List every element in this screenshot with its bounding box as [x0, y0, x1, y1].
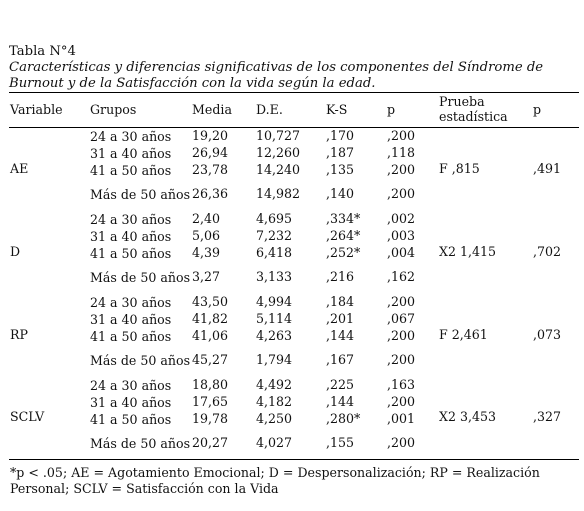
sd-cell: 4,492	[256, 376, 293, 392]
ks-cell: ,170	[326, 127, 355, 143]
mean-cell: 26,36	[192, 186, 229, 202]
sd-cell: 4,263	[256, 327, 293, 343]
sd-cell: 14,240	[256, 161, 301, 177]
group-cell: 31 a 40 años	[90, 394, 172, 410]
ks-cell: ,225	[326, 376, 355, 392]
p-cell: ,200	[387, 434, 416, 450]
results-table	[9, 92, 579, 497]
header-variable: Variable	[10, 101, 63, 117]
sd-cell: 4,027	[256, 434, 293, 450]
mean-cell: 17,65	[192, 393, 229, 409]
p-cell: ,200	[387, 327, 416, 343]
sd-cell: 4,994	[256, 293, 293, 309]
mean-cell: 5,06	[192, 227, 221, 243]
group-cell: Más de 50 años	[90, 187, 191, 202]
table-container	[9, 44, 579, 497]
p-cell: ,118	[387, 144, 416, 160]
mean-cell: 3,27	[192, 269, 221, 285]
mean-cell: 45,27	[192, 352, 229, 368]
ks-cell: ,216	[326, 269, 355, 285]
sd-cell: 12,260	[256, 144, 301, 160]
p-cell: ,001	[387, 410, 416, 426]
mean-cell: 20,27	[192, 434, 229, 450]
p-cell: ,162	[387, 269, 416, 285]
sd-cell: 5,114	[256, 310, 293, 326]
group-cell: 41 a 50 años	[90, 162, 172, 178]
table-title: Características y diferencias significativas de los componentes del Síndrome de Burnout y de la Satisfacción con la vida según la edad.	[9, 60, 544, 91]
header-mean: Media	[192, 101, 232, 117]
group-cell: 24 a 30 años	[90, 211, 172, 227]
p-cell: ,003	[387, 227, 416, 243]
group-cell: 31 a 40 años	[90, 145, 172, 161]
table-body	[9, 128, 579, 460]
test-cell: F 2,461	[439, 326, 488, 342]
group-cell: 24 a 30 años	[90, 294, 172, 310]
sd-cell: 4,250	[256, 410, 293, 426]
p-cell: ,200	[387, 127, 416, 143]
group-cell: Más de 50 años	[90, 270, 191, 285]
mean-cell: 19,78	[192, 410, 229, 426]
test-p-cell: ,702	[533, 243, 562, 259]
table-row	[9, 211, 579, 228]
sd-cell: 6,418	[256, 244, 293, 260]
group-cell: Más de 50 años	[90, 435, 191, 451]
mean-cell: 2,40	[192, 210, 221, 226]
table-caption	[9, 44, 579, 92]
sd-cell: 4,182	[256, 393, 293, 409]
sd-cell: 7,232	[256, 227, 293, 243]
footnote: *p < .05; AE = Agotamiento Emocional; D = Despersonalización; RP = Realización Personal; SCLV = Satisfacción con la Vida	[9, 460, 579, 498]
sd-cell: 10,727	[256, 127, 301, 143]
test-p-cell: ,327	[533, 409, 562, 425]
test-cell: X2 1,415	[439, 243, 497, 259]
footnote-row	[9, 460, 579, 498]
table-row	[9, 128, 579, 145]
table-header	[9, 93, 579, 128]
ks-cell: ,144	[326, 327, 355, 343]
group-cell: 41 a 50 años	[90, 328, 172, 344]
test-cell: F ,815	[439, 160, 480, 176]
ks-cell: ,184	[326, 293, 355, 309]
table-label: Tabla N°4	[9, 44, 76, 59]
test-cell: X2 3,453	[439, 409, 497, 425]
ks-cell: ,252*	[326, 244, 361, 260]
sd-cell: 14,982	[256, 186, 301, 202]
table-row	[9, 377, 579, 394]
p-cell: ,200	[387, 293, 416, 309]
variable-name: RP	[10, 326, 28, 342]
header-test-p: p	[533, 101, 542, 117]
header-test: Prueba estadística	[439, 94, 508, 124]
mean-cell: 26,94	[192, 144, 229, 160]
p-cell: ,002	[387, 210, 416, 226]
p-cell: ,004	[387, 244, 416, 260]
p-cell: ,200	[387, 186, 416, 202]
sd-cell: 3,133	[256, 269, 293, 285]
group-cell: Más de 50 años	[90, 353, 191, 368]
variable-name: SCLV	[10, 409, 45, 425]
header-p: p	[387, 101, 396, 117]
p-cell: ,163	[387, 376, 416, 392]
variable-name: AE	[10, 160, 29, 176]
ks-cell: ,140	[326, 186, 355, 202]
ks-cell: ,334*	[326, 210, 361, 226]
mean-cell: 4,39	[192, 244, 221, 260]
test-p-cell: ,491	[533, 160, 562, 176]
header-row	[9, 93, 579, 128]
test-p-cell: ,073	[533, 326, 562, 342]
variable-name: D	[10, 243, 21, 259]
mean-cell: 41,06	[192, 327, 229, 343]
header-groups: Grupos	[90, 101, 137, 117]
group-cell: 24 a 30 años	[90, 128, 172, 144]
mean-cell: 41,82	[192, 310, 229, 326]
p-cell: ,200	[387, 161, 416, 177]
table-footer	[9, 460, 579, 498]
ks-cell: ,187	[326, 144, 355, 160]
mean-cell: 23,78	[192, 161, 229, 177]
table-row	[9, 294, 579, 311]
p-cell: ,200	[387, 393, 416, 409]
mean-cell: 18,80	[192, 376, 229, 392]
ks-cell: ,167	[326, 352, 355, 368]
sd-cell: 4,695	[256, 210, 293, 226]
ks-cell: ,135	[326, 161, 355, 177]
header-sd: D.E.	[256, 101, 283, 117]
ks-cell: ,155	[326, 434, 355, 450]
group-cell: 41 a 50 años	[90, 245, 172, 261]
sd-cell: 1,794	[256, 352, 293, 368]
p-cell: ,200	[387, 352, 416, 368]
ks-cell: ,264*	[326, 227, 361, 243]
mean-cell: 19,20	[192, 127, 229, 143]
group-cell: 31 a 40 años	[90, 311, 172, 327]
group-cell: 31 a 40 años	[90, 228, 172, 244]
group-cell: 24 a 30 años	[90, 377, 172, 393]
mean-cell: 43,50	[192, 293, 229, 309]
header-ks: K-S	[326, 101, 348, 117]
ks-cell: ,144	[326, 393, 355, 409]
p-cell: ,067	[387, 310, 416, 326]
ks-cell: ,201	[326, 310, 355, 326]
ks-cell: ,280*	[326, 410, 361, 426]
group-cell: 41 a 50 años	[90, 411, 172, 427]
